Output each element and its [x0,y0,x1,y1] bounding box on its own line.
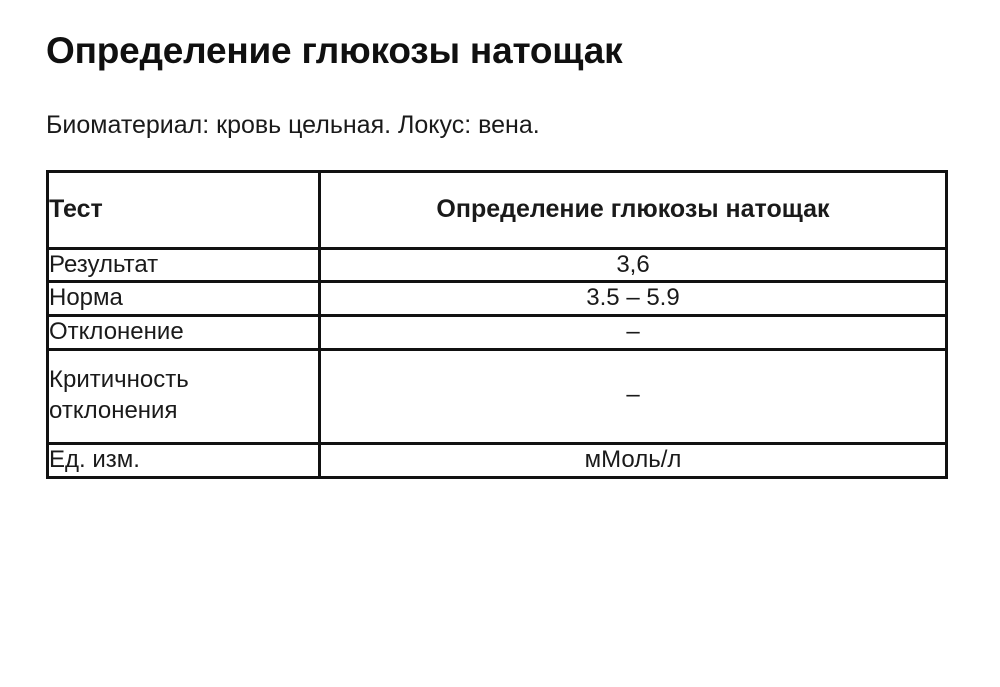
biomaterial-subtitle: Биоматериал: кровь цельная. Локус: вена. [46,111,540,140]
row-label-result: Результат [48,248,320,282]
row-label-deviation: Отклонение [48,316,320,350]
row-value-norm: 3.5 – 5.9 [320,282,947,316]
table-header-test: Тест [48,171,320,248]
table-row [48,444,947,478]
table-header-row [48,171,947,248]
table-row [48,349,947,443]
row-label-norm: Норма [48,282,320,316]
table-row [48,248,947,282]
row-label-units: Ед. изм. [48,444,320,478]
row-value-result: 3,6 [320,248,947,282]
table-header-title: Определение глюкозы натощак [320,171,947,248]
lab-result-table [46,170,948,479]
row-value-units: мМоль/л [320,444,947,478]
table-row [48,316,947,350]
table-row [48,282,947,316]
row-value-deviation-criticality: – [320,349,947,443]
page-title: Определение глюкозы натощак [46,30,623,71]
row-value-deviation: – [320,316,947,350]
row-label-deviation-criticality: Критичность отклонения [48,349,320,443]
